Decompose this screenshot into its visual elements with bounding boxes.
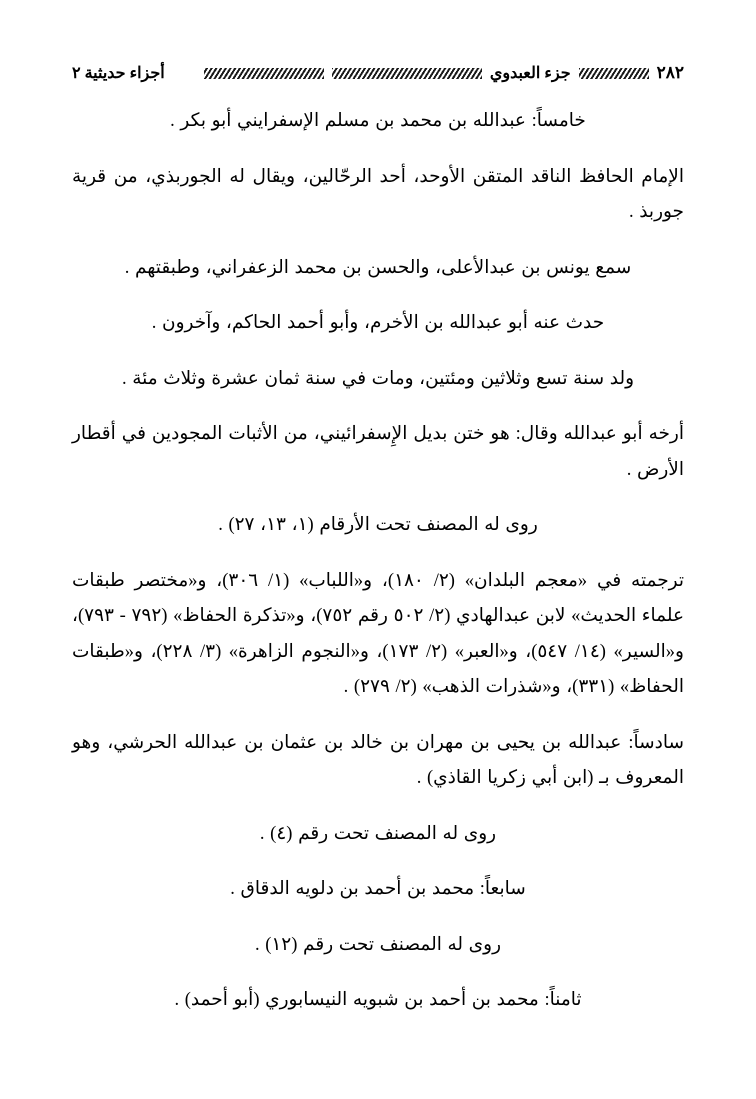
body-paragraph: سمع يونس بن عبدالأعلى، والحسن بن محمد الزعفراني، وطبقتهم . — [124, 257, 632, 278]
page-body — [72, 104, 684, 1039]
body-paragraph: أرخه أبو عبدالله وقال: هو ختن بديل الإِسفرائيني، من الأثبات المجودين في أقطار الأرض . — [72, 424, 684, 480]
series-title: أجزاء حديثية ٢ — [72, 65, 165, 82]
body-paragraph: الإمام الحافظ الناقد المتقن الأوحد، أحد الرحّالين، ويقال له الجوربذي، من قرية جوربذ . — [72, 166, 684, 223]
header-rule-left — [204, 68, 324, 79]
body-paragraph: خامساً: عبدالله بن محمد بن مسلم الإسفرايني أبو بكر . — [170, 111, 586, 131]
body-paragraph: ثامناً: محمد بن أحمد بن شبويه النيسابوري (أبو أحمد) . — [174, 990, 582, 1011]
header-rule-middle — [332, 68, 482, 79]
body-paragraph: ولد سنة تسع وثلاثين ومئتين، ومات في سنة ثمان عشرة وثلاث مئة . — [121, 368, 635, 389]
body-paragraph: سابعاً: محمد بن أحمد بن دلويه الدقاق . — [230, 879, 526, 900]
body-paragraph: روى له المصنف تحت الأرقام (١، ١٣، ٢٧) . — [218, 515, 538, 536]
body-paragraph: حدث عنه أبو عبدالله بن الأخرم، وأبو أحمد الحاكم، وآخرون . — [151, 313, 605, 334]
page-header — [72, 58, 684, 88]
body-paragraph: روى له المصنف تحت رقم (٤) . — [259, 823, 497, 844]
book-title: جزء العبدوي — [489, 65, 571, 82]
body-paragraph: سادساً: عبدالله بن يحيى بن مهران بن خالد بن عثمان بن عبدالله الحرشي، وهو المعروف بـ (ابن أبي زكريا القاذي) . — [72, 732, 684, 789]
header-rule-right — [579, 68, 649, 79]
page-number: ٢٨٢ — [656, 63, 684, 82]
body-paragraph: ترجمته في «معجم البلدان» (٢/ ١٨٠)، و«اللباب» (١/ ٣٠٦)، و«مختصر طبقات علماء الحديث» لابن عبدالهادي (٢/ ٥٠٢ رقم ٧٥٢)، و«تذكرة الحفاظ» (٧٩٢ - ٧٩٣)، و«السير» (١٤/ ٥٤٧)، و«العبر» (٢/ ١٧٣)، و«النجوم الزاهرة» (٣/ ٢٢٨)، و«طبقات الحفاظ» (٣٣١)، و«شذرات الذهب» (٢/ ٢٧٩) . — [72, 570, 685, 698]
body-paragraph: روى له المصنف تحت رقم (١٢) . — [254, 934, 502, 955]
